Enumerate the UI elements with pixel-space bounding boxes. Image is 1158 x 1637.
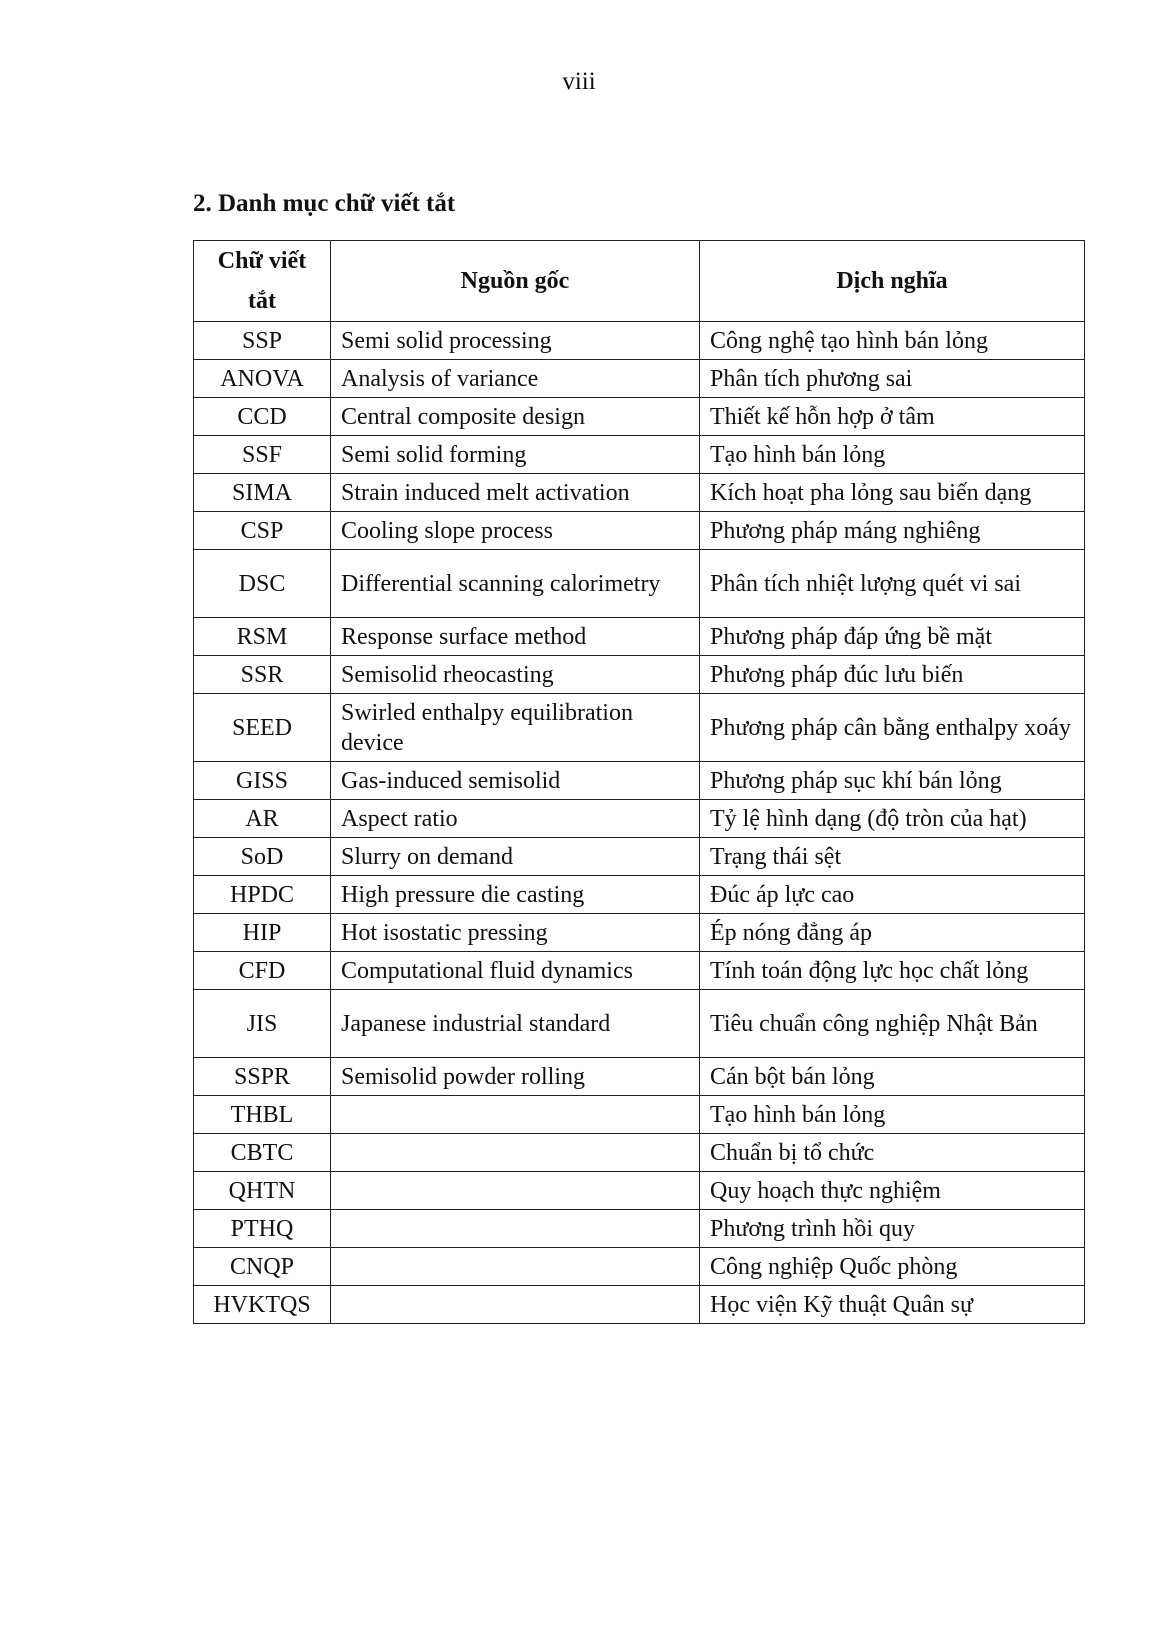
meaning-cell: Quy hoạch thực nghiệm [700, 1172, 1085, 1210]
abbr-cell: GISS [194, 762, 331, 800]
abbr-cell: HPDC [194, 876, 331, 914]
meaning-cell: Cán bột bán lỏng [700, 1058, 1085, 1096]
meaning-cell: Phương pháp đáp ứng bề mặt [700, 618, 1085, 656]
meaning-cell: Tạo hình bán lỏng [700, 436, 1085, 474]
header-meaning: Dịch nghĩa [700, 241, 1085, 322]
meaning-cell: Phương pháp cân bằng enthalpy xoáy [700, 694, 1085, 762]
meaning-cell: Phương trình hồi quy [700, 1210, 1085, 1248]
origin-cell: Swirled enthalpy equilibration device [331, 694, 700, 762]
meaning-cell: Tỷ lệ hình dạng (độ tròn của hạt) [700, 800, 1085, 838]
meaning-cell: Công nghệ tạo hình bán lỏng [700, 322, 1085, 360]
abbr-cell: HVKTQS [194, 1286, 331, 1324]
meaning-cell: Phân tích phương sai [700, 360, 1085, 398]
meaning-cell: Tính toán động lực học chất lỏng [700, 952, 1085, 990]
abbr-cell: QHTN [194, 1172, 331, 1210]
table-row [194, 512, 1085, 550]
table-row [194, 1286, 1085, 1324]
table-row [194, 838, 1085, 876]
origin-cell: Semi solid forming [331, 436, 700, 474]
abbr-cell: SSR [194, 656, 331, 694]
meaning-cell: Tiêu chuẩn công nghiệp Nhật Bản [700, 990, 1085, 1058]
origin-cell: High pressure die casting [331, 876, 700, 914]
origin-cell [331, 1096, 700, 1134]
abbr-cell: DSC [194, 550, 331, 618]
abbr-cell: CNQP [194, 1248, 331, 1286]
table-row [194, 1096, 1085, 1134]
abbreviation-table [193, 240, 1085, 1324]
abbr-cell: AR [194, 800, 331, 838]
origin-cell: Hot isostatic pressing [331, 914, 700, 952]
origin-cell: Japanese industrial standard [331, 990, 700, 1058]
abbr-cell: JIS [194, 990, 331, 1058]
origin-cell: Slurry on demand [331, 838, 700, 876]
origin-cell: Semisolid rheocasting [331, 656, 700, 694]
origin-cell: Strain induced melt activation [331, 474, 700, 512]
abbr-cell: CSP [194, 512, 331, 550]
table-row [194, 876, 1085, 914]
meaning-cell: Phương pháp sục khí bán lỏng [700, 762, 1085, 800]
origin-cell [331, 1286, 700, 1324]
table-header-row [194, 241, 1085, 322]
header-origin: Nguồn gốc [331, 241, 700, 322]
abbr-cell: CBTC [194, 1134, 331, 1172]
table-row [194, 694, 1085, 762]
header-abbreviation-line2: tắt [248, 288, 276, 314]
origin-cell: Semi solid processing [331, 322, 700, 360]
table-row [194, 656, 1085, 694]
table-row [194, 990, 1085, 1058]
meaning-cell: Trạng thái sệt [700, 838, 1085, 876]
meaning-cell: Thiết kế hỗn hợp ở tâm [700, 398, 1085, 436]
abbr-cell: SoD [194, 838, 331, 876]
meaning-cell: Công nghiệp Quốc phòng [700, 1248, 1085, 1286]
origin-cell: Semisolid powder rolling [331, 1058, 700, 1096]
meaning-cell: Tạo hình bán lỏng [700, 1096, 1085, 1134]
table-row [194, 1172, 1085, 1210]
table-row [194, 1134, 1085, 1172]
meaning-cell: Phương pháp đúc lưu biến [700, 656, 1085, 694]
abbr-cell: THBL [194, 1096, 331, 1134]
origin-cell: Gas-induced semisolid [331, 762, 700, 800]
abbr-cell: ANOVA [194, 360, 331, 398]
abbr-cell: RSM [194, 618, 331, 656]
table-row [194, 436, 1085, 474]
abbr-cell: HIP [194, 914, 331, 952]
table-row [194, 322, 1085, 360]
abbr-cell: SIMA [194, 474, 331, 512]
meaning-cell: Kích hoạt pha lỏng sau biến dạng [700, 474, 1085, 512]
meaning-cell: Chuẩn bị tổ chức [700, 1134, 1085, 1172]
table-row [194, 914, 1085, 952]
meaning-cell: Đúc áp lực cao [700, 876, 1085, 914]
table-row [194, 762, 1085, 800]
origin-cell: Central composite design [331, 398, 700, 436]
abbr-cell: SEED [194, 694, 331, 762]
table-row [194, 800, 1085, 838]
origin-cell: Cooling slope process [331, 512, 700, 550]
table-row [194, 398, 1085, 436]
page-number: viii [562, 68, 596, 95]
header-abbreviation-line1: Chữ viết [217, 248, 307, 274]
origin-cell: Computational fluid dynamics [331, 952, 700, 990]
meaning-cell: Học viện Kỹ thuật Quân sự [700, 1286, 1085, 1324]
origin-cell [331, 1210, 700, 1248]
abbr-cell: SSF [194, 436, 331, 474]
origin-cell: Response surface method [331, 618, 700, 656]
table-row [194, 1058, 1085, 1096]
origin-cell [331, 1134, 700, 1172]
meaning-cell: Phương pháp máng nghiêng [700, 512, 1085, 550]
abbr-cell: SSP [194, 322, 331, 360]
meaning-cell: Ép nóng đẳng áp [700, 914, 1085, 952]
table-row [194, 550, 1085, 618]
abbr-cell: CFD [194, 952, 331, 990]
table-row [194, 360, 1085, 398]
meaning-cell: Phân tích nhiệt lượng quét vi sai [700, 550, 1085, 618]
abbr-cell: CCD [194, 398, 331, 436]
abbr-cell: SSPR [194, 1058, 331, 1096]
origin-cell: Differential scanning calorimetry [331, 550, 700, 618]
table-row [194, 1248, 1085, 1286]
origin-cell: Aspect ratio [331, 800, 700, 838]
table-row [194, 474, 1085, 512]
table-row [194, 618, 1085, 656]
origin-cell [331, 1248, 700, 1286]
header-abbreviation [194, 241, 331, 322]
abbr-cell: PTHQ [194, 1210, 331, 1248]
section-title: 2. Danh mục chữ viết tắt [193, 190, 456, 217]
origin-cell [331, 1172, 700, 1210]
origin-cell: Analysis of variance [331, 360, 700, 398]
table-row [194, 1210, 1085, 1248]
table-row [194, 952, 1085, 990]
